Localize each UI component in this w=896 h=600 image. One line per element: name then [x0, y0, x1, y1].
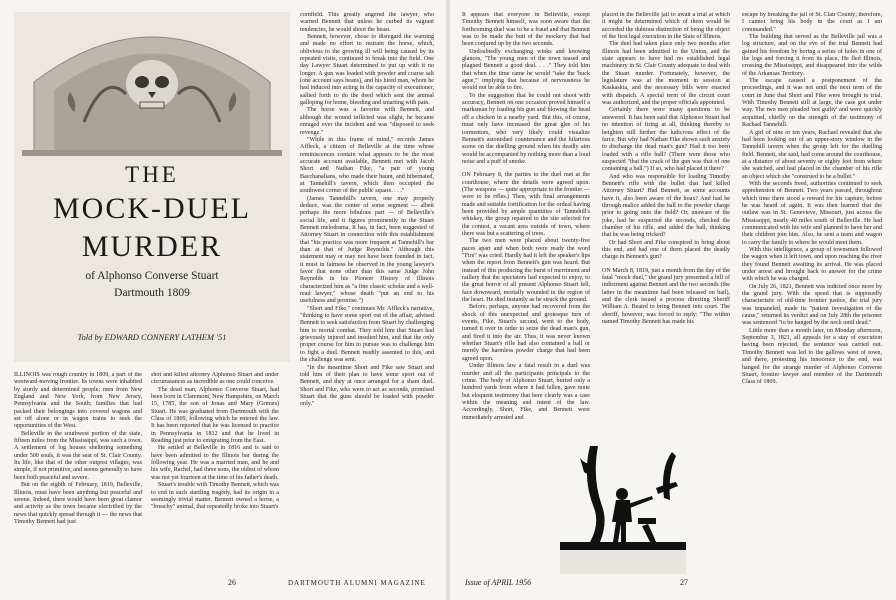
paragraph: Under Illinois law a fatal result in a duel was murder and all the participants principals to the crime. The body of Alphonso Stuart, buried only a hundred yards from where it had fallen, gave mute but eloquent testimony that here clearly was a case within the meaning and intent of the law. Accordingly, Short, Fike, and Bennett were immediately arrested and: [462, 363, 590, 421]
paragraph: He settled at Belleville in 1816 and is said to have been admitted to the Illinois bar during the following year. He was a married man, and he and his wife, Rachel, had three sons, the oldest of whom was not yet fourteen at the time of his father's death.: [151, 445, 279, 481]
left-col-3: [300, 12, 434, 572]
paragraph: But on the eighth of February, 1819, Belleville, Illinois, must have been anything but peaceful and serene. Indeed, there would have been great clamor and activity as the town became electrified by the news that quickly spread through it — the news that Timothy Bennett had just: [14, 482, 142, 525]
paragraph: Before, perhaps, anyone had recovered from the shock of this unexpected and grotesque turn of events, Fike, Stuart's second, went to the body, turned it over in order to seize the dead man's gun, and fired it into the air. Thus, it was never known whether Stuart's rifle had also contained a ball or merely the harmless powder charge that had been agreed upon.: [462, 304, 590, 362]
right-page-number: 27: [680, 578, 688, 587]
paragraph: The horse was a favorite with Bennett, and although the wound inflicted was slight, he became enraged over the incident and was "disposed to seek revenge.": [300, 107, 434, 136]
paragraph: "While in this frame of mind," records James Affleck, a citizen of Belleville at the time whose reminiscences contain what appears to be the most accurate account available, Bennett met with Jacob Short and Nathan Fike, "a pair of young Bacchanalians, who made their haunt, and hibernated, at Tannehill's tavern, which then occupied the southwest corner of the public square. . . .": [300, 136, 434, 195]
right-col-2: [602, 12, 730, 430]
subtitle-class: Dartmouth 1809: [114, 287, 190, 299]
paragraph: Bennett, however, chose to disregard the warning and made no effort to restrain the horse, which, oblivious to the growing ill will being caused by its repeated visits, continued to break into the field. One day Lawyer Stuart determined to put up with it no longer. A gun was loaded with powder and coarse salt (one account says beans), and his hired man, whom he had induced into acting in the capacity of executioner, sallied forth to do the deed which sent the animal galloping for home, bleeding and smarting with pain.: [300, 34, 434, 107]
paragraph: "Short and Fike," continues Mr. Affleck's narrative, "thinking to have some sport out of the affair, advised Bennett to seek satisfaction from Stuart by challenging him to mortal combat. They told him that Stuart had grievously injured and insulted him, and that the only proper course for him to pursue was to challenge him to fight a duel. Bennett readily assented to this, and the challenge was sent.: [300, 305, 434, 364]
paragraph: ILLINOIS was rough country in 1809, a part of the westward-moving frontier. Its towns were inhabited by sturdy and determined people; men from New England and New York, from New Jersey, Pennsylvania and the South; families that had packed their belongings into covered wagons and set off alone or in wagon trains to seek the opportunities of the West.: [14, 372, 142, 430]
paragraph: The dead man, Alphonso Converse Stuart, had been born in Claremont, New Hampshire, on March 15, 1785, the son of Jonas and Mary (Grimes) Stuart. He was graduated from Dartmouth with the Class of 1809, following which he entered the law. It has been reported that he was licensed to practice in Pennsylvania in 1812 and that he lived in Reading just prior to emigrating from the East.: [151, 386, 279, 445]
paragraph: Or had Short and Fike conspired to bring about this end, and had one of them placed the deadly charge in Bennett's gun?: [602, 239, 730, 261]
title-mock-duel: MOCK-DUEL: [53, 192, 251, 225]
paragraph: Little more than a month later, on Monday afternoon, September 3, 1821, all appeals for a stay of execution having been rejected, the sentence was carried out. Timothy Bennett was led to the gallows west of town, and there, protesting his innocence to the end, was hanged for the strange murder of Alphonso Converse Stuart, frontier lawyer and member of the Dartmouth Class of 1809.: [742, 327, 882, 386]
left-col-1: [14, 372, 142, 572]
paragraph: A girl of nine or ten years, Rachael revealed that she had been looking out of an upper-story window in the Tannehill tavern when the group left for the duelling field. Bennett, she said, had come around the courthouse, at a distance of about seventy or eighty feet from where she watched, and had placed in the chamber of his rifle an object which she "construed to be a bullet.": [742, 129, 882, 180]
paragraph: To the suggestion that he could not shoot with accuracy, Bennett on one occasion proved himself a marksman by loading his gun and blowing the head off a chicken in a nearby yard. But this, of course, must only have increased the great glee of his tormentors, who very likely could visualize Bennett's astonished countenance and the hilarious scene on the duelling ground when his deadly aim would be accompanied by nothing more than a loud noise and a puff of smoke.: [462, 92, 590, 165]
paragraph: Belleville in the southwest portion of the state, fifteen miles from the Mississippi, was such a town. A settlement of log houses sheltering something under 500 souls, it was the seat of St. Clair County. Its life, like that of the other outpost villages, was simple, if not primitive, and seems generally to have been both peaceful and severe.: [14, 430, 142, 481]
left-page: [0, 0, 446, 600]
issue-label: Issue of APRIL 1956: [465, 578, 532, 587]
title-block: [14, 12, 290, 362]
paragraph: And who was responsible for loading Timothy Bennett's rifle with the bullet that had killed Attorney Stuart? Had Bennett, as some accounts have it, also been aware of the hoax? And had he through malice added the ball to the powder charge prior to going onto the field? Or, unaware of the joke, had he suspected the seconds, checked the chamber of his rifle, and added the ball, thinking that he was being tricked?: [602, 173, 730, 239]
paragraph: The escape caused a postponement of the proceedings, and it was not until the next term of the court in June that Short and Fike were brought to trial. With Timothy Bennett still at large, the case got under way. The two men pleaded 'not guilty' and were quickly acquitted, chiefly on the strength of the testimony of Rachael Tannehill.: [742, 78, 882, 129]
paragraph: shot and killed attorney Alphonso Stuart and under circumstances as incredible as one could conceive.: [151, 372, 279, 386]
paragraph: The building that served as the Belleville jail was a log structure, and on the eve of the trial Bennett had gained his freedom by boring a series of holes in one of the logs and forcing it from its place. He fled Illinois, crossing the Mississippi, and disappeared into the wilds of the Arkansas Territory.: [742, 34, 882, 77]
paragraph: (James Tannehill's tavern, one may properly deduce, was the center of some segment — albeit perhaps the more bibulous part — of Belleville's social life, and it figures prominently in the Stuart Bennett melodrama. It has, in fact, been suggested of Attorney Stuart in connection with this establishment that "his practice was more frequent at Tannehill's bar than at that of Judge Reynolds." Although this statement may or may not have been founded in fact, it must in fairness be observed in the young lawyer's favor that none other than this same Judge John Reynolds in his Pioneer History of Illinois characterized him as "a fine classic scholar and a well-read lawyer," whose death "put an end to his usefulness and promise."): [300, 195, 434, 305]
paragraph: With the seconds freed, authorities continued to seek apprehension of Bennett. Two years passed, throughout which time there stood a reward for his capture, before he was heard of again. It was then learned that the outlaw was in St. Genevieve, Missouri, just across the Mississippi, nearly 40 miles south of Belleville. He had communicated with his wife and planned to have her and their children join him. Also, he sent a team and wagon to carry the family to where he would meet them.: [742, 180, 882, 246]
title-murder: MURDER: [81, 230, 223, 263]
paragraph: ON February 8, the parties to the duel met at the courthouse, where the details were agreed upon. (The weapons — quite appropriate to the frontier — were to be rifles.) Then, with final arrangements made and suitable fortification for the ordeal having been provided by ample quantities of Tannehill's whiskey, the group repaired to the site selected for the contest, a vacant area outside of town, where there was but a scattering of trees.: [462, 172, 590, 237]
title-the: THE: [125, 162, 179, 187]
paragraph: On July 26, 1821, Bennett was indicted once more by the grand jury. With the speed that is supposedly characteristic of old-time frontier justice, the trial jury was impaneled, made its "patient investigation of the cause," returned its verdict and on July 28th the prisoner was sentenced "to be hanged by the neck until dead.": [742, 283, 882, 327]
paragraph: cornfield. This greatly angered the lawyer, who warned Bennett that unless he curbed its vagrant tendencies, he would shoot the beast.: [300, 12, 434, 33]
paragraph: The duel had taken place only two months after Illinois had been admitted to the Union, and the state appears to have had no established legal machinery in St. Clair County adequate to deal with the Stuart murder. Fortunately, however, the legislature was at the moment in session at Kaskaskia, and the necessary bills were enacted with dispatch. A special term of the circuit court was authorized, and the proper officials appointed.: [602, 41, 730, 107]
paragraph: Undoubtedly exchanging winks and knowing glances, "The young men of the town teased and plagued Bennett a good deal. . . ." They told him that when the time came he would "take the 'buck ague,'" implying that because of nervousness he would not be able to fire.: [462, 48, 590, 92]
subtitle: of Alphonso Converse Stuart: [85, 270, 219, 282]
right-col-3: [742, 12, 882, 572]
duel-silhouette-illustration: [560, 438, 686, 574]
paragraph: placed in the Belleville jail to await a trial at which it might be determined which of them would be accorded the dubious distinction of being the object of the first legal execution in the State of Illinois.: [602, 12, 730, 41]
paragraph: The two men were placed about twenty-five paces apart and when both were ready the word "Fire" was cried. Hardly had it left the speaker's lips when the report from Bennett's gun was heard. But instead of this producing the burst of merriment and raillery that the spectators had expected to enjoy, to the great horror of all present Alphonso Stuart fell, face downward, mortally wounded in the region of the heart. He died instantly as he struck the ground.: [462, 238, 590, 304]
footer-magazine-name: DARTMOUTH ALUMNI MAGAZINE: [288, 579, 426, 587]
paragraph: "In the meantime Short and Fike saw Stuart and told him of their plan to have some sport out of Bennett, and they at once arranged for a sham duel. Short and Fike, who were to act as seconds, promised Stuart that the guns should be loaded with powder only.": [300, 364, 434, 408]
byline: Told by EDWARD CONNERY LATHEM '51: [77, 332, 227, 342]
paragraph: ON March 8, 1819, just a month from the day of the fatal "mock duel," the grand jury presented a bill of indictment against Bennett and the two seconds (the latter in the meantime had been released on bail), and the clerk issued a process directing Sheriff William A. Beaird to bring Bennett into court. The sheriff, however, was forced to reply: "The within named Timothy Bennett has made his: [602, 267, 730, 326]
paragraph: Stuart's trouble with Timothy Bennett, which was to end in such startling tragedy, had its origin in a seemingly trivial matter. Bennett owned a horse, a "breachy" animal, that repeatedly broke into Stuart's: [151, 482, 279, 511]
paragraph: With this intelligence, a group of townsmen followed the wagon when it left town, and upon reaching the river they found Bennett awaiting its arrival. He was placed under arrest and brought back to answer for the crime with which he was charged.: [742, 247, 882, 283]
left-col-2: [151, 372, 279, 572]
paragraph: escape by breaking the jail of St. Clair County; therefore, I cannot bring his body in the court as I am commanded.": [742, 12, 882, 33]
paragraph: It appears that everyone in Belleville, except Timothy Bennett himself, was soon aware that the forthcoming duel was to be a fraud and that Bennett was to be made the butt of the mockery that had been conjured up by the two seconds.: [462, 12, 590, 48]
left-page-number: 26: [228, 578, 236, 587]
paragraph: Certainly there were many questions to be answered. It has been said that Alphonso Stuart had no intention of firing at all, thinking thereby to heighten still further the ludicrous effect of the farce. But why had Nathan Fike shown such anxiety to discharge the dead man's gun? Had it too been loaded with a rifle ball? (There were those who suspected "that the crack of the gun was that of one containing a ball.") If so, who had placed it there?: [602, 107, 730, 173]
